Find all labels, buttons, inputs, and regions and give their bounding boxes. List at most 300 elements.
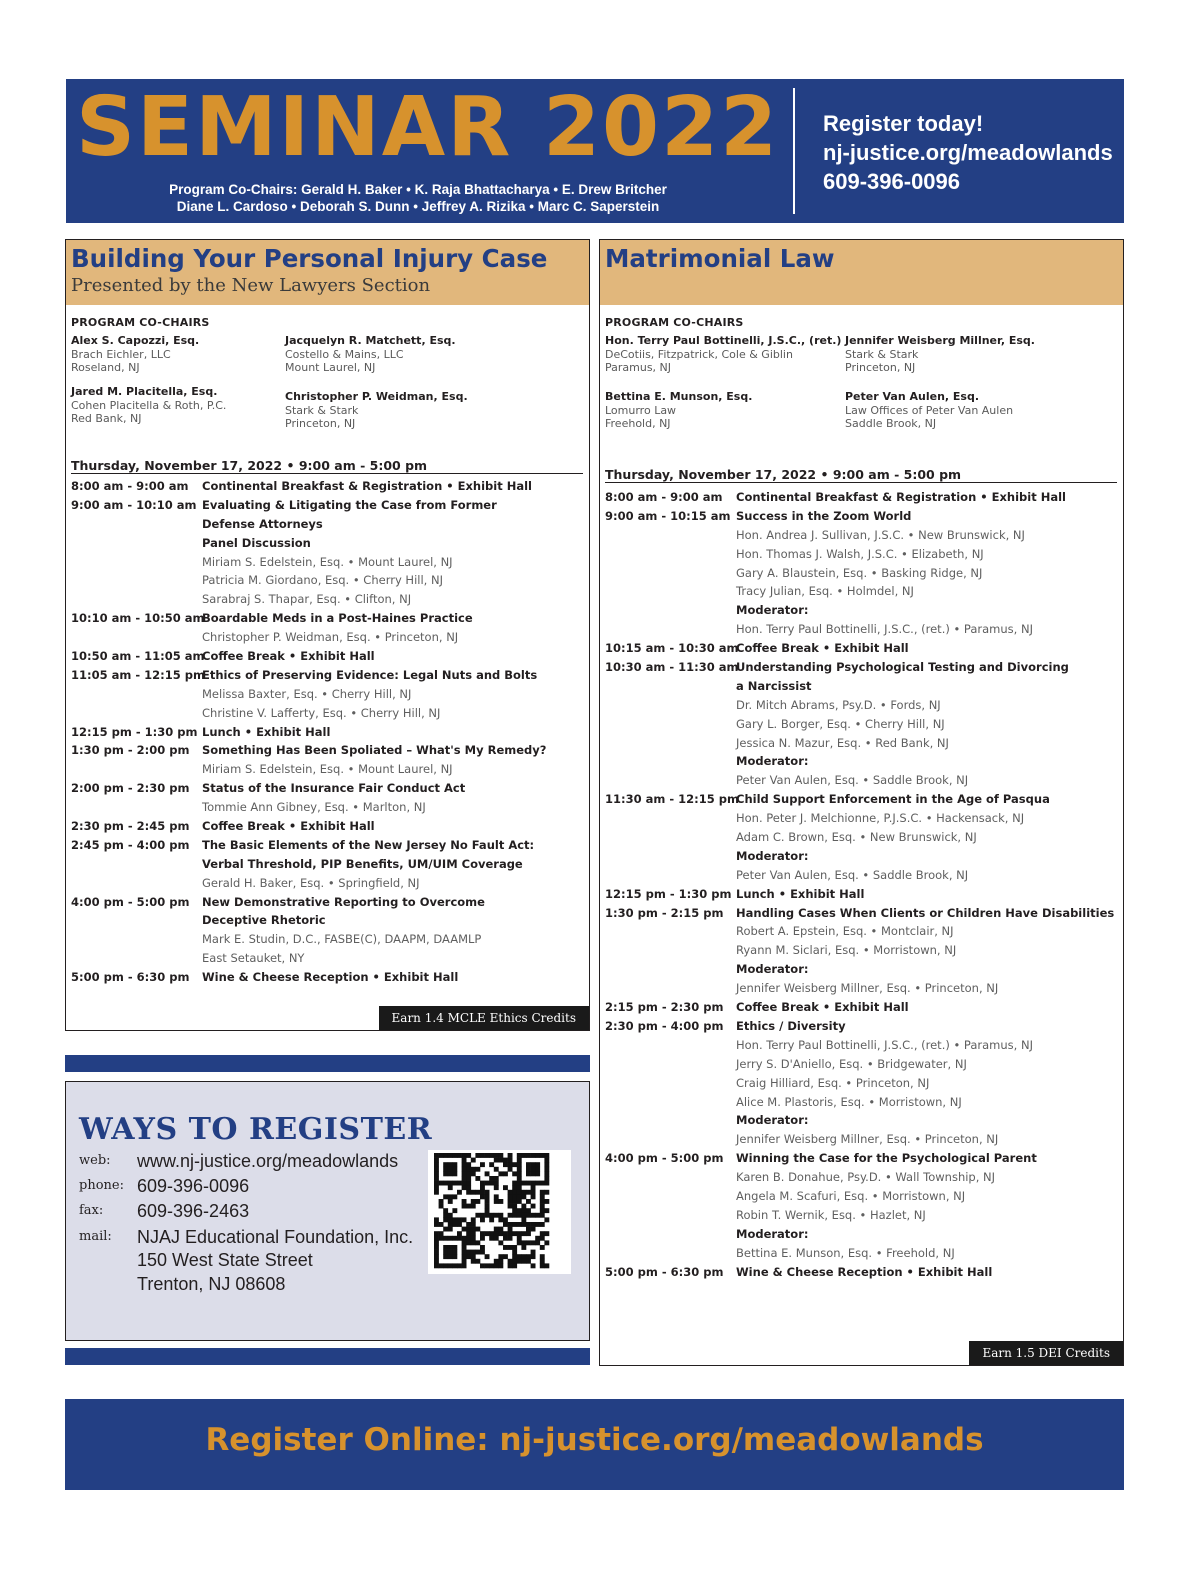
schedule-row	[605, 601, 1117, 620]
qr-module	[462, 1162, 467, 1167]
qr-module	[535, 1153, 540, 1158]
schedule-time: 10:30 am - 11:30 am	[605, 660, 739, 675]
qr-module	[466, 1190, 471, 1195]
qr-module	[544, 1176, 549, 1181]
schedule-row	[71, 590, 583, 609]
qr-module	[443, 1213, 448, 1218]
matrimonial-schedule	[605, 488, 1117, 1281]
session-title: Boardable Meds in a Post-Haines Practice	[202, 611, 473, 626]
qr-module	[526, 1190, 531, 1195]
qr-module	[448, 1227, 453, 1232]
qr-module	[503, 1158, 508, 1163]
schedule-row	[605, 941, 1117, 960]
qr-module	[485, 1153, 490, 1158]
qr-module	[443, 1208, 448, 1213]
schedule-row	[71, 911, 583, 930]
qr-code-icon[interactable]	[428, 1150, 571, 1274]
credits-badge: Earn 1.5 DEI Credits	[969, 1341, 1123, 1365]
qr-module	[540, 1213, 545, 1218]
qr-module	[517, 1222, 522, 1227]
qr-module	[512, 1208, 517, 1213]
date-divider	[605, 482, 1117, 483]
personal-injury-schedule	[71, 477, 583, 987]
session-title: Status of the Insurance Fair Conduct Act	[202, 781, 466, 796]
qr-module	[540, 1236, 545, 1241]
qr-module	[503, 1222, 508, 1227]
session-presenter: Tommie Ann Gibney, Esq. • Marlton, NJ	[202, 800, 426, 815]
schedule-row	[605, 790, 1117, 809]
qr-module	[485, 1231, 490, 1236]
qr-module	[457, 1222, 462, 1227]
session-title: Wine & Cheese Reception • Exhibit Hall	[736, 1264, 993, 1279]
qr-module	[448, 1194, 453, 1199]
qr-module	[517, 1176, 522, 1181]
qr-module	[471, 1231, 476, 1236]
schedule-row	[71, 949, 583, 968]
session-presenter: Jennifer Weisberg Millner, Esq. • Princeton, NJ	[736, 1132, 999, 1147]
qr-module	[466, 1176, 471, 1181]
qr-module	[540, 1181, 545, 1186]
session-title: Coffee Break • Exhibit Hall	[202, 649, 375, 664]
qr-module	[443, 1171, 448, 1176]
register-mail-value: NJAJ Educational Foundation, Inc.	[137, 1227, 414, 1247]
qr-module	[466, 1171, 471, 1176]
qr-module	[462, 1254, 467, 1259]
qr-module	[462, 1171, 467, 1176]
qr-module	[452, 1250, 457, 1255]
schedule-row	[605, 998, 1117, 1017]
qr-module	[521, 1259, 526, 1264]
register-label: fax:	[79, 1203, 104, 1218]
qr-module	[526, 1181, 531, 1186]
qr-module	[517, 1259, 522, 1264]
qr-module	[466, 1167, 471, 1172]
qr-module	[462, 1250, 467, 1255]
qr-module	[434, 1236, 439, 1241]
qr-module	[521, 1204, 526, 1209]
schedule-row	[605, 658, 1117, 677]
qr-module	[503, 1185, 508, 1190]
qr-module	[544, 1162, 549, 1167]
qr-module	[535, 1222, 540, 1227]
cochair-entry	[71, 334, 199, 375]
qr-module	[521, 1208, 526, 1213]
schedule-row	[71, 779, 583, 798]
qr-module	[489, 1213, 494, 1218]
qr-module	[517, 1153, 522, 1158]
session-title: Continental Breakfast & Registration • Exhibit Hall	[736, 490, 1066, 504]
qr-module	[512, 1162, 517, 1167]
qr-module	[521, 1245, 526, 1250]
schedule-row	[605, 1244, 1117, 1263]
qr-module	[512, 1171, 517, 1176]
qr-module	[448, 1217, 453, 1222]
qr-module	[462, 1185, 467, 1190]
ways-to-register-box	[65, 1081, 590, 1341]
qr-module	[452, 1263, 457, 1268]
qr-module	[462, 1259, 467, 1264]
register-web-link[interactable]: www.nj-justice.org/meadowlands	[137, 1151, 399, 1171]
qr-module	[512, 1190, 517, 1195]
qr-module	[498, 1171, 503, 1176]
qr-module	[480, 1190, 485, 1195]
qr-module	[508, 1158, 513, 1163]
qr-module	[471, 1222, 476, 1227]
schedule-row	[605, 1017, 1117, 1036]
cochair-location: Red Bank, NJ	[71, 412, 142, 425]
schedule-time: 2:15 pm - 2:30 pm	[605, 1000, 724, 1015]
qr-module	[517, 1254, 522, 1259]
schedule-row	[71, 496, 583, 515]
qr-module	[517, 1158, 522, 1163]
qr-module	[462, 1199, 467, 1204]
header-cochairs-line-1: Program Co-Chairs: Gerald H. Baker • K. Raja Bhattacharya • E. Drew Britcher	[169, 182, 667, 197]
session-presenter: Hon. Terry Paul Bottinelli, J.S.C., (ret.) • Paramus, NJ	[736, 622, 1033, 637]
qr-module	[443, 1250, 448, 1255]
qr-module	[434, 1217, 439, 1222]
cochair-location: Mount Laurel, NJ	[285, 361, 376, 374]
session-presenter: Gerald H. Baker, Esq. • Springfield, NJ	[202, 875, 420, 890]
qr-module	[448, 1199, 453, 1204]
qr-module	[503, 1231, 508, 1236]
qr-module	[531, 1254, 536, 1259]
schedule-row	[71, 609, 583, 628]
cochair-firm: Stark & Stark	[845, 347, 919, 361]
qr-module	[503, 1162, 508, 1167]
qr-module	[485, 1208, 490, 1213]
qr-module	[448, 1263, 453, 1268]
register-mail-street: 150 West State Street	[137, 1250, 313, 1270]
cochair-name: Christopher P. Weidman, Esq.	[285, 390, 468, 403]
schedule-row	[605, 488, 1117, 507]
qr-module	[480, 1181, 485, 1186]
qr-module	[457, 1236, 462, 1241]
schedule-row	[605, 1206, 1117, 1225]
session-presenter: Hon. Terry Paul Bottinelli, J.S.C., (ret.) • Paramus, NJ	[736, 1037, 1033, 1052]
schedule-row	[605, 1055, 1117, 1074]
schedule-time: 2:45 pm - 4:00 pm	[71, 837, 190, 852]
qr-module	[448, 1222, 453, 1227]
qr-module	[540, 1245, 545, 1250]
cochair-entry	[845, 334, 1035, 375]
qr-module	[540, 1231, 545, 1236]
qr-module	[521, 1213, 526, 1218]
session-title: Lunch • Exhibit Hall	[202, 724, 331, 739]
qr-module	[521, 1190, 526, 1195]
qr-module	[452, 1181, 457, 1186]
qr-module	[471, 1250, 476, 1255]
qr-module	[494, 1263, 499, 1268]
qr-module	[531, 1227, 536, 1232]
qr-module	[494, 1158, 499, 1163]
session-title: Something Has Been Spoliated – What's My Remedy?	[202, 743, 547, 758]
qr-module	[480, 1194, 485, 1199]
schedule-row	[71, 893, 583, 912]
qr-module	[526, 1162, 531, 1167]
schedule-time: 5:00 pm - 6:30 pm	[71, 970, 190, 985]
qr-module	[471, 1190, 476, 1195]
qr-module	[498, 1158, 503, 1163]
qr-module	[494, 1199, 499, 1204]
qr-module	[544, 1240, 549, 1245]
blue-divider-bar	[65, 1055, 590, 1072]
qr-module	[452, 1194, 457, 1199]
session-presenter: Miriam S. Edelstein, Esq. • Mount Laurel, NJ	[202, 762, 453, 777]
qr-module	[443, 1167, 448, 1172]
schedule-row	[605, 1036, 1117, 1055]
schedule-time: 2:30 pm - 2:45 pm	[71, 819, 190, 834]
schedule-time: 11:30 am - 12:15 pm	[605, 792, 739, 807]
schedule-time: 1:30 pm - 2:00 pm	[71, 743, 190, 758]
qr-module	[471, 1158, 476, 1163]
qr-module	[503, 1245, 508, 1250]
qr-module	[434, 1181, 439, 1186]
schedule-row	[71, 723, 583, 742]
qr-module	[485, 1254, 490, 1259]
cochair-name: Hon. Terry Paul Bottinelli, J.S.C., (ret.)	[605, 334, 842, 347]
session-presenter: Hon. Peter J. Melchionne, P.J.S.C. • Hackensack, NJ	[736, 811, 1025, 826]
qr-module	[448, 1171, 453, 1176]
qr-module	[452, 1171, 457, 1176]
qr-module	[521, 1181, 526, 1186]
qr-module	[434, 1231, 439, 1236]
qr-module	[535, 1167, 540, 1172]
qr-module	[462, 1153, 467, 1158]
qr-module	[517, 1190, 522, 1195]
qr-module	[439, 1199, 444, 1204]
qr-module	[494, 1185, 499, 1190]
schedule-row	[71, 628, 583, 647]
qr-module	[531, 1185, 536, 1190]
qr-module	[535, 1240, 540, 1245]
matrimonial-panel	[599, 239, 1124, 1366]
schedule-time: 4:00 pm - 5:00 pm	[71, 894, 190, 909]
schedule-row	[605, 1093, 1117, 1112]
schedule-row	[605, 677, 1117, 696]
session-title: Child Support Enforcement in the Age of Pasqua	[736, 792, 1050, 807]
qr-module	[485, 1263, 490, 1268]
qr-module	[494, 1259, 499, 1264]
qr-module	[480, 1217, 485, 1222]
qr-module	[462, 1236, 467, 1241]
qr-module	[508, 1199, 513, 1204]
schedule-row	[605, 866, 1117, 885]
qr-module	[508, 1162, 513, 1167]
qr-module	[531, 1250, 536, 1255]
session-presenter: Jerry S. D'Aniello, Esq. • Bridgewater, NJ	[736, 1056, 967, 1071]
qr-module	[544, 1181, 549, 1186]
qr-module	[544, 1231, 549, 1236]
qr-module	[439, 1222, 444, 1227]
qr-module	[443, 1227, 448, 1232]
qr-module	[475, 1190, 480, 1195]
cochair-location: Saddle Brook, NJ	[845, 417, 937, 430]
qr-module	[540, 1208, 545, 1213]
cochair-entry	[285, 334, 456, 375]
qr-module	[466, 1227, 471, 1232]
schedule-row	[605, 507, 1117, 526]
qr-module	[480, 1231, 485, 1236]
qr-module	[512, 1263, 517, 1268]
schedule-time: 8:00 am - 9:00 am	[605, 490, 723, 504]
schedule-row	[71, 647, 583, 666]
cochair-firm: Lomurro Law	[605, 403, 677, 417]
qr-module	[540, 1199, 545, 1204]
qr-module	[480, 1236, 485, 1241]
schedule-row	[605, 1111, 1117, 1130]
qr-module	[452, 1217, 457, 1222]
qr-module	[439, 1263, 444, 1268]
qr-module	[508, 1259, 513, 1264]
qr-module	[540, 1263, 545, 1268]
qr-module	[512, 1194, 517, 1199]
session-presenter: Angela M. Scafuri, Esq. • Morristown, NJ	[736, 1188, 966, 1203]
qr-module	[462, 1217, 467, 1222]
qr-module	[544, 1217, 549, 1222]
qr-module	[443, 1236, 448, 1241]
qr-module	[517, 1231, 522, 1236]
personal-injury-title: Building Your Personal Injury Case	[71, 244, 548, 273]
qr-module	[521, 1222, 526, 1227]
qr-module	[443, 1263, 448, 1268]
qr-module	[498, 1263, 503, 1268]
qr-module	[489, 1176, 494, 1181]
qr-module	[540, 1259, 545, 1264]
qr-module	[448, 1213, 453, 1218]
qr-module	[439, 1231, 444, 1236]
qr-module	[457, 1190, 462, 1195]
register-today-label: Register today!	[823, 111, 984, 136]
qr-module	[544, 1153, 549, 1158]
qr-module	[526, 1222, 531, 1227]
qr-module	[434, 1158, 439, 1163]
qr-module	[489, 1263, 494, 1268]
qr-module	[531, 1194, 536, 1199]
qr-module	[480, 1263, 485, 1268]
session-title: Moderator:	[736, 848, 809, 863]
qr-module	[508, 1167, 513, 1172]
qr-module	[448, 1181, 453, 1186]
schedule-time: 2:00 pm - 2:30 pm	[71, 781, 190, 796]
qr-module	[512, 1259, 517, 1264]
qr-module	[512, 1185, 517, 1190]
cochair-location: Freehold, NJ	[605, 417, 671, 430]
session-presenter: Peter Van Aulen, Esq. • Saddle Brook, NJ	[736, 773, 969, 788]
session-presenter: Ryann M. Siclari, Esq. • Morristown, NJ	[736, 943, 957, 958]
qr-module	[526, 1227, 531, 1232]
cochair-entry	[285, 390, 468, 431]
cochairs-heading: PROGRAM CO-CHAIRS	[71, 316, 210, 329]
qr-module	[531, 1181, 536, 1186]
qr-module	[521, 1194, 526, 1199]
schedule-time: 5:00 pm - 6:30 pm	[605, 1264, 724, 1279]
credits-badge: Earn 1.4 MCLE Ethics Credits	[379, 1006, 589, 1030]
matrimonial-heading	[600, 240, 1123, 305]
qr-module	[494, 1213, 499, 1218]
schedule-row	[605, 979, 1117, 998]
qr-module	[526, 1167, 531, 1172]
qr-module	[434, 1171, 439, 1176]
schedule-time: 2:30 pm - 4:00 pm	[605, 1018, 724, 1033]
schedule-row	[71, 817, 583, 836]
session-presenter: Dr. Mitch Abrams, Psy.D. • Fords, NJ	[736, 697, 941, 712]
program-date: Thursday, November 17, 2022 • 9:00 am - 5:00 pm	[605, 467, 962, 482]
schedule-row	[71, 874, 583, 893]
qr-module	[526, 1213, 531, 1218]
qr-module	[443, 1245, 448, 1250]
qr-module	[466, 1254, 471, 1259]
qr-module	[540, 1194, 545, 1199]
schedule-row	[605, 922, 1117, 941]
qr-module	[471, 1227, 476, 1232]
cochair-location: Princeton, NJ	[285, 417, 356, 430]
personal-injury-panel	[65, 239, 590, 1031]
register-url-link[interactable]: nj-justice.org/meadowlands	[823, 140, 1113, 165]
qr-module	[526, 1231, 531, 1236]
schedule-time: 9:00 am - 10:15 am	[605, 508, 731, 523]
session-title: New Demonstrative Reporting to Overcome	[202, 894, 485, 909]
schedule-row	[71, 855, 583, 874]
qr-module	[448, 1162, 453, 1167]
session-presenter: Christine V. Lafferty, Esq. • Cherry Hill, NJ	[202, 705, 441, 720]
qr-module	[540, 1204, 545, 1209]
cochair-name: Jared M. Placitella, Esq.	[71, 385, 218, 398]
header-divider	[793, 88, 795, 214]
qr-module	[498, 1153, 503, 1158]
schedule-row	[71, 968, 583, 987]
qr-module	[517, 1162, 522, 1167]
qr-module	[439, 1236, 444, 1241]
qr-module	[544, 1263, 549, 1268]
schedule-row	[71, 477, 583, 496]
qr-module	[535, 1236, 540, 1241]
qr-module	[517, 1236, 522, 1241]
qr-module	[526, 1171, 531, 1176]
qr-module	[448, 1250, 453, 1255]
session-title: Understanding Psychological Testing and Divorcing	[736, 660, 1069, 675]
qr-module	[466, 1204, 471, 1209]
session-title: Coffee Break • Exhibit Hall	[736, 1000, 909, 1015]
qr-module	[489, 1153, 494, 1158]
session-presenter: Hon. Thomas J. Walsh, J.S.C. • Elizabeth, NJ	[736, 546, 984, 561]
schedule-row	[71, 534, 583, 553]
qr-module	[517, 1185, 522, 1190]
qr-module	[535, 1181, 540, 1186]
register-today-block	[823, 109, 1113, 196]
qr-module	[448, 1153, 453, 1158]
cochair-firm: Brach Eichler, LLC	[71, 347, 171, 361]
qr-module	[526, 1240, 531, 1245]
qr-module	[462, 1204, 467, 1209]
cochair-name: Jacquelyn R. Matchett, Esq.	[285, 334, 456, 347]
schedule-row	[71, 666, 583, 685]
qr-module	[517, 1171, 522, 1176]
session-presenter: Karen B. Donahue, Psy.D. • Wall Township, NJ	[736, 1170, 996, 1185]
schedule-row	[71, 741, 583, 760]
session-title: Success in the Zoom World	[736, 508, 912, 523]
qr-module	[494, 1153, 499, 1158]
session-title: The Basic Elements of the New Jersey No Fault Act:	[202, 837, 535, 852]
qr-module	[434, 1222, 439, 1227]
session-presenter: Bettina E. Munson, Esq. • Freehold, NJ	[736, 1245, 955, 1260]
qr-module	[485, 1199, 490, 1204]
qr-module	[485, 1213, 490, 1218]
schedule-row	[605, 809, 1117, 828]
schedule-row	[605, 620, 1117, 639]
qr-module	[457, 1263, 462, 1268]
qr-module	[471, 1199, 476, 1204]
register-online-link[interactable]: Register Online: nj-justice.org/meadowlands	[205, 1422, 984, 1458]
